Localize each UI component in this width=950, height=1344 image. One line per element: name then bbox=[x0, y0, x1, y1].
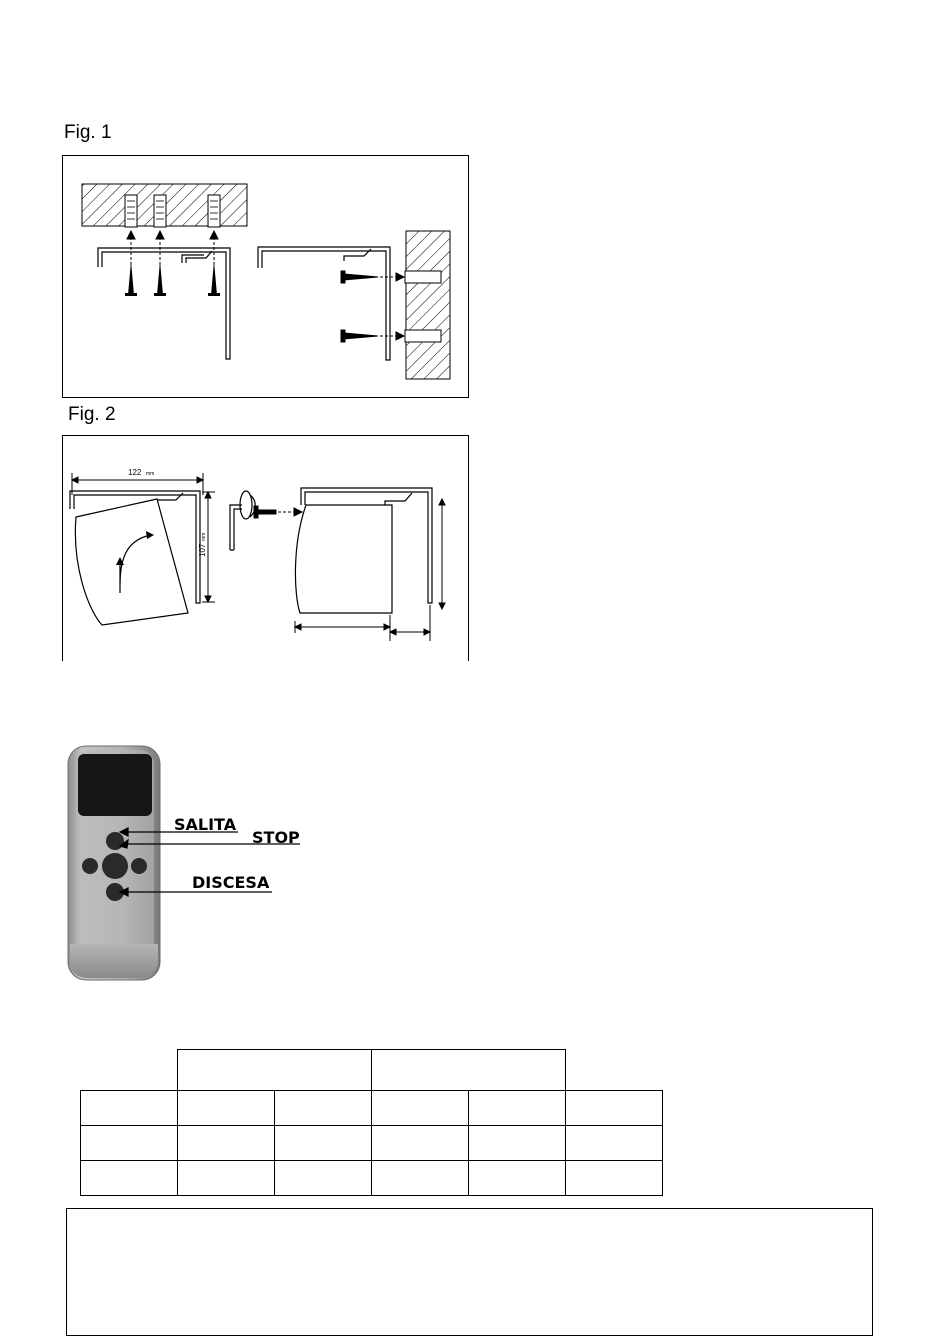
dim-width-value: 122 bbox=[128, 468, 142, 477]
remote-display bbox=[78, 754, 152, 816]
table-row bbox=[81, 1091, 663, 1126]
table-header-group-2 bbox=[372, 1050, 566, 1091]
table-row bbox=[81, 1126, 663, 1161]
table-header-group-1 bbox=[178, 1050, 372, 1091]
dim-height-unit: mm bbox=[201, 532, 207, 541]
label-discesa: DISCESA bbox=[192, 873, 270, 892]
remote-left-button bbox=[82, 858, 98, 874]
dim-height-value: 107 bbox=[198, 543, 207, 557]
fig2-label: Fig. 2 bbox=[68, 404, 116, 425]
table-header-row bbox=[81, 1050, 663, 1091]
table-row bbox=[81, 1161, 663, 1196]
fig1-diagram bbox=[62, 155, 470, 399]
note-box bbox=[66, 1208, 873, 1336]
dim-width-unit: mm bbox=[146, 471, 155, 477]
wall-block bbox=[405, 231, 450, 379]
label-salita: SALITA bbox=[174, 815, 237, 834]
label-stop: STOP bbox=[252, 828, 300, 847]
spec-table bbox=[80, 1049, 663, 1196]
fig2-diagram bbox=[62, 435, 470, 661]
ceiling-block bbox=[82, 184, 247, 227]
fig1-label: Fig. 1 bbox=[64, 122, 112, 143]
